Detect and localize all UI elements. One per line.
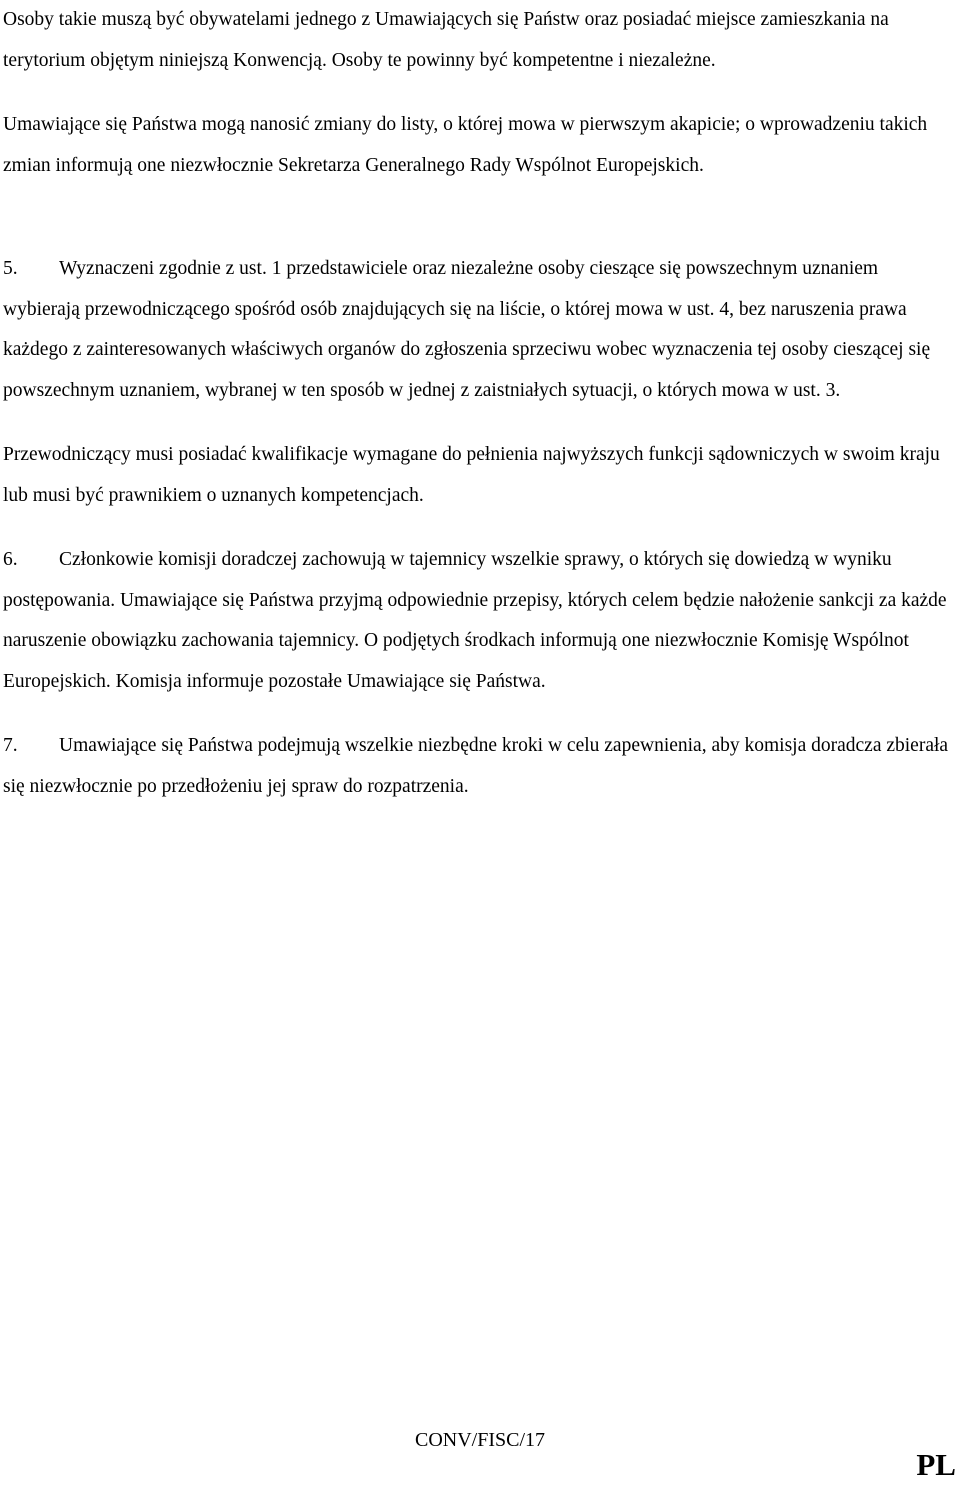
document-reference: CONV/FISC/17 [414, 1429, 546, 1451]
paragraph-7 [3, 726, 955, 807]
document-body [3, 0, 955, 807]
paragraph-7-number: 7. [3, 735, 18, 756]
paragraph-chairman [3, 435, 955, 516]
paragraph-1-text: Osoby takie muszą być obywatelami jednego z Umawiających się Państw oraz posiadać miejsce zamieszkania na terytorium objętym niniejszą Konwencją. Osoby te powinny być kompetentne i niezależne. [3, 9, 889, 71]
paragraph-2 [3, 105, 955, 186]
paragraph-5-text: Wyznaczeni zgodnie z ust. 1 przedstawiciele oraz niezależne osoby cieszące się powszechnym uznaniem wybierają przewodniczącego spośród osób znajdujących się na liście, o której mowa w ust. 4, bez naruszenia prawa każdego z zainteresowanych właściwych organów do zgłoszenia sprzeciwu wobec wyznaczenia tej osoby cieszącej się powszechnym uznaniem, wybranej w ten sposób w jednej z zaistniałych sytuacji, o których mowa w ust. 3. [3, 258, 931, 401]
paragraph-chairman-text: Przewodniczący musi posiadać kwalifikacje wymagane do pełnienia najwyższych funkcji sądowniczych w swoim kraju lub musi być prawnikiem o uznanych kompetencjach. [3, 444, 940, 506]
paragraph-6-number: 6. [3, 549, 18, 570]
paragraph-7-text: Umawiające się Państwa podejmują wszelkie niezbędne kroki w celu zapewnienia, aby komisja doradcza zbierała się niezwłocznie po przedłożeniu jej spraw do rozpatrzenia. [3, 735, 949, 797]
paragraph-1 [3, 0, 955, 81]
paragraph-5-number: 5. [3, 258, 18, 279]
language-code: PL [916, 1447, 956, 1482]
paragraph-6-text: Członkowie komisji doradczej zachowują w tajemnicy wszelkie sprawy, o których się dowiedzą w wyniku postępowania. Umawiające się Państwa przyjmą odpowiednie przepisy, których celem będzie nałożenie sankcji za każde naruszenie obowiązku zachowania tajemnicy. O podjętych środkach informują one niezwłocznie Komisję Wspólnot Europejskich. Komisja informuje pozostałe Umawiające się Państwa. [3, 549, 947, 692]
paragraph-6 [3, 540, 955, 702]
paragraph-2-text: Umawiające się Państwa mogą nanosić zmiany do listy, o której mowa w pierwszym akapicie; o wprowadzeniu takich zmian informują one niezwłocznie Sekretarza Generalnego Rady Wspólnot Europejskich. [3, 114, 928, 176]
paragraph-5 [3, 249, 955, 411]
